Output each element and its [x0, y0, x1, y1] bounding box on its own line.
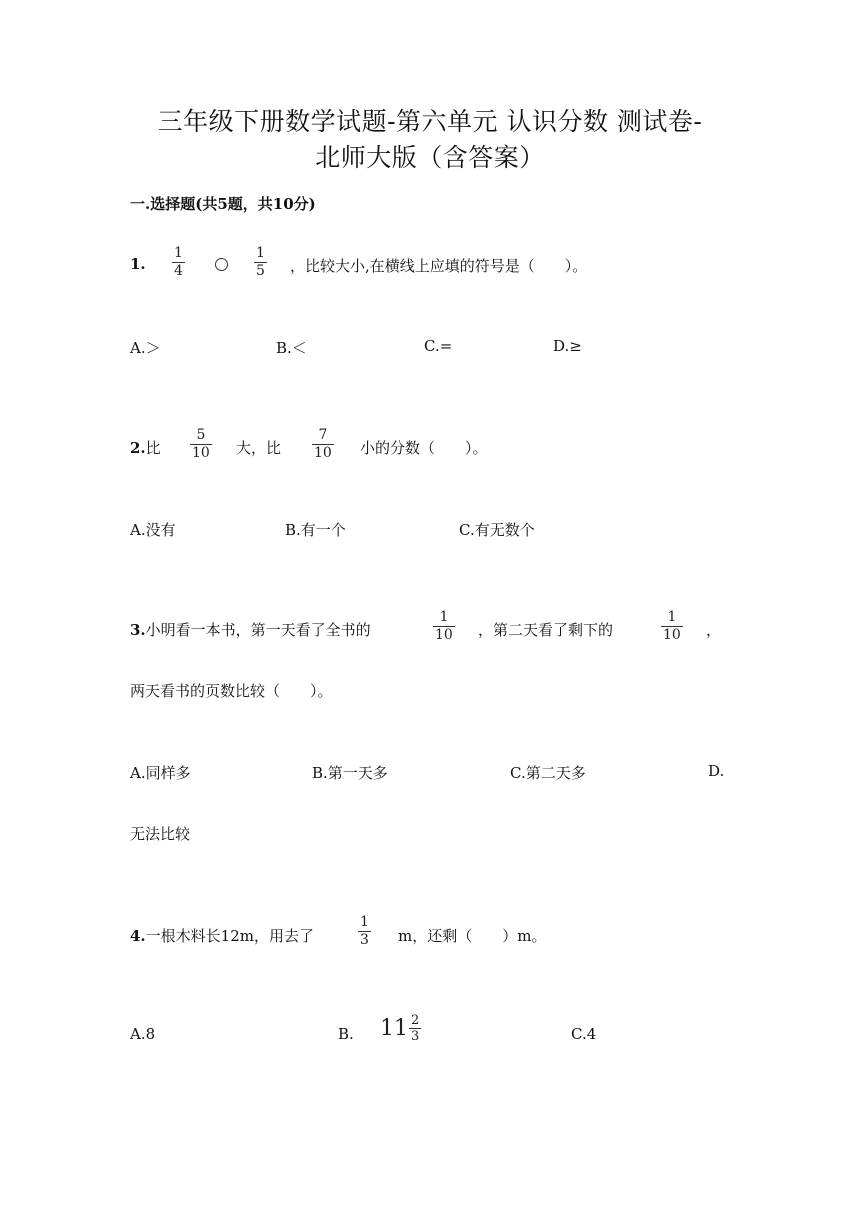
option-c: C.第二天多 [510, 764, 586, 782]
option-a: A.同样多 [130, 764, 191, 782]
option-a: A.8 [130, 1025, 156, 1043]
fraction-denominator: 5 [256, 263, 265, 279]
option-c: C.= [424, 337, 453, 355]
fraction-one-tenth-b [661, 610, 683, 643]
mixed-number-whole: 11 [380, 1016, 408, 1041]
mixed-number-eleven-two-thirds [380, 1014, 421, 1043]
fraction-denominator: 10 [435, 627, 453, 643]
option-b: B.＜ [276, 339, 307, 357]
fraction-denominator: 10 [314, 445, 332, 461]
page-title-line2: 北师大版（含答案） [315, 143, 545, 172]
option-d: D.≥ [553, 337, 582, 355]
question-text-part2: 大，比 [236, 439, 282, 457]
fraction-numerator: 1 [667, 609, 677, 625]
option-c: C.有无数个 [459, 521, 535, 539]
circle-placeholder-icon [215, 258, 228, 271]
question-prefix [130, 437, 161, 458]
fraction-denominator: 10 [663, 627, 681, 643]
fraction-numerator: 5 [196, 427, 206, 443]
question-text-part2: ，第二天看了剩下的 [478, 621, 614, 639]
section-header: 一.选择题(共5题，共10分) [130, 195, 316, 213]
question-number: 4. [130, 927, 146, 945]
page-title-line1: 三年级下册数学试题-第六单元 认识分数 测试卷- [157, 107, 703, 136]
fraction-seven-tenths [312, 428, 334, 461]
question-text-part1: 比 [145, 439, 161, 457]
question-number: 3. [130, 621, 146, 639]
question-prefix [130, 925, 314, 946]
option-a: A.没有 [130, 521, 176, 539]
fraction-numerator: 7 [318, 427, 328, 443]
fraction-one-fourth [172, 246, 185, 279]
fraction-one-third [358, 915, 371, 948]
option-c: C.4 [571, 1025, 597, 1043]
question-text-part3: ， [706, 621, 722, 639]
fraction-denominator: 10 [192, 445, 210, 461]
option-a: A.＞ [130, 339, 161, 357]
option-b: B.第一天多 [312, 764, 388, 782]
question-text-part3: 小的分数（ ）。 [360, 439, 488, 457]
option-b: B.有一个 [285, 521, 346, 539]
fraction-numerator: 2 [411, 1013, 420, 1028]
question-number: 2. [130, 439, 146, 457]
option-d-text: 无法比较 [130, 825, 191, 843]
option-b: B. [338, 1025, 354, 1043]
question-text-part4: 两天看书的页数比较（ ）。 [130, 682, 333, 700]
fraction-denominator: 3 [360, 932, 369, 948]
question-text-part2: m，还剩（ ）m。 [398, 927, 547, 945]
option-d: D. [708, 762, 725, 780]
fraction-numerator: 1 [439, 609, 449, 625]
mixed-number-fraction [409, 1014, 421, 1043]
question-text-part1: 一根木料长12m，用去了 [145, 927, 314, 945]
question-text: ，比较大小,在横线上应填的符号是（ ）。 [290, 257, 588, 275]
question-number: 1. [130, 255, 146, 273]
fraction-one-tenth-a [433, 610, 455, 643]
fraction-numerator: 1 [360, 914, 369, 930]
question-prefix [130, 619, 371, 640]
fraction-denominator: 3 [411, 1029, 420, 1044]
fraction-numerator: 1 [256, 245, 265, 261]
fraction-one-fifth [254, 246, 267, 279]
question-text-part1: 小明看一本书，第一天看了全书的 [145, 621, 371, 639]
fraction-denominator: 4 [174, 263, 183, 279]
fraction-numerator: 1 [174, 245, 183, 261]
fraction-five-tenths [190, 428, 212, 461]
